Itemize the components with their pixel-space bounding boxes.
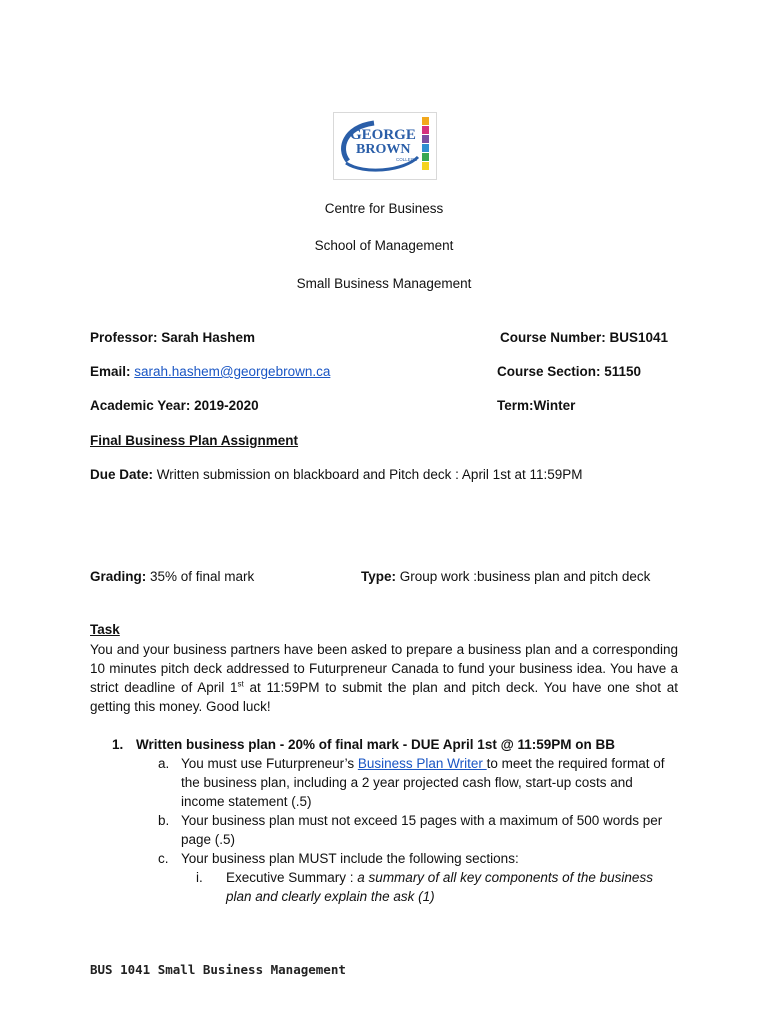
list-item-b-marker: b. [158,813,170,828]
email-label: Email: [90,364,131,379]
task-text-part1: You and your business partners have been asked to prepare a business plan and a corresponding 10 minutes pitch deck addressed to Futurpreneur Canada to fund your business idea. You have a strict deadline of April 1 [90,642,678,695]
list-item-a-text [181,754,678,811]
logo-stripe [422,135,429,143]
list-item-c-marker: c. [158,851,169,866]
page-footer: BUS 1041 Small Business Management [90,962,346,977]
list-item-b-text: Your business plan must not exceed 15 pages with a maximum of 500 words per page (.5) [181,813,663,847]
course-section: Course Section: 51150 [497,364,642,379]
george-brown-logo [333,112,437,180]
list-item-c [158,849,678,868]
logo-graphic [334,113,436,179]
task-text-part2: at 11:59PM to submit the plan and pitch deck. You have one shot at getting this money. Good luck! [90,680,678,714]
list-item-1 [112,735,616,754]
academic-year: Academic Year: 2019-2020 [90,398,259,413]
list-item-b [158,811,678,849]
due-date-text: Written submission on blackboard and Pitch deck : April 1st at 11:59PM [153,467,583,482]
grading-value: 35% of final mark [146,569,255,584]
assignment-title: Final Business Plan Assignment [90,433,299,448]
list-item-c-text: Your business plan MUST include the following sections: [181,851,519,866]
grading-row [90,568,254,586]
logo-color-stripes [422,117,429,170]
list-item-i-marker: i. [196,870,203,885]
list-item-i-italic: a summary of all key components of the business plan and clearly explain the ask (1) [226,870,653,904]
professor-label: Professor: Sarah Hashem [90,330,256,345]
logo-stripe [422,144,429,152]
list-item-i-label: Executive Summary : [226,870,358,885]
logo-line1: GEORGE [350,127,416,143]
grading-label: Grading: [90,569,147,584]
logo-line3: COLLEGE [396,157,418,162]
course-number: Course Number: BUS1041 [500,330,669,345]
logo-stripe [422,126,429,134]
type-row [361,568,650,586]
list-item-1-marker: 1. [112,737,124,752]
task-heading: Task [90,622,120,637]
type-label: Type: [361,569,397,584]
logo-stripe [422,162,429,170]
list-item-i-text [226,868,666,906]
logo-line2: BROWN [356,142,411,157]
task-paragraph [90,640,678,716]
list-item-a-part1: You must use Futurpreneur’s [181,756,358,771]
list-item-a-part2: to meet the required format of the business plan, including a 2 year projected cash flow, start-up costs and income statement (.5) [181,756,665,809]
due-date-row [90,466,582,484]
due-date-label: Due Date: [90,467,154,482]
list-item-i [196,868,666,906]
list-item-a [158,754,678,811]
business-plan-writer-link[interactable]: Business Plan Writer [357,756,487,771]
list-item-a-marker: a. [158,756,170,771]
list-item-1-text: Written business plan - 20% of final mark - DUE April 1st @ 11:59PM on BB [136,737,616,752]
header-program: Small Business Management [296,276,472,291]
header-centre: Centre for Business [324,201,444,216]
type-value: Group work :business plan and pitch deck [396,569,651,584]
task-superscript: st [237,679,244,689]
email-link[interactable]: sarah.hashem@georgebrown.ca [134,364,331,379]
header-school: School of Management [314,238,454,253]
email-row [90,363,330,381]
term: Term:Winter [497,398,576,413]
logo-stripe [422,117,429,125]
logo-stripe [422,153,429,161]
